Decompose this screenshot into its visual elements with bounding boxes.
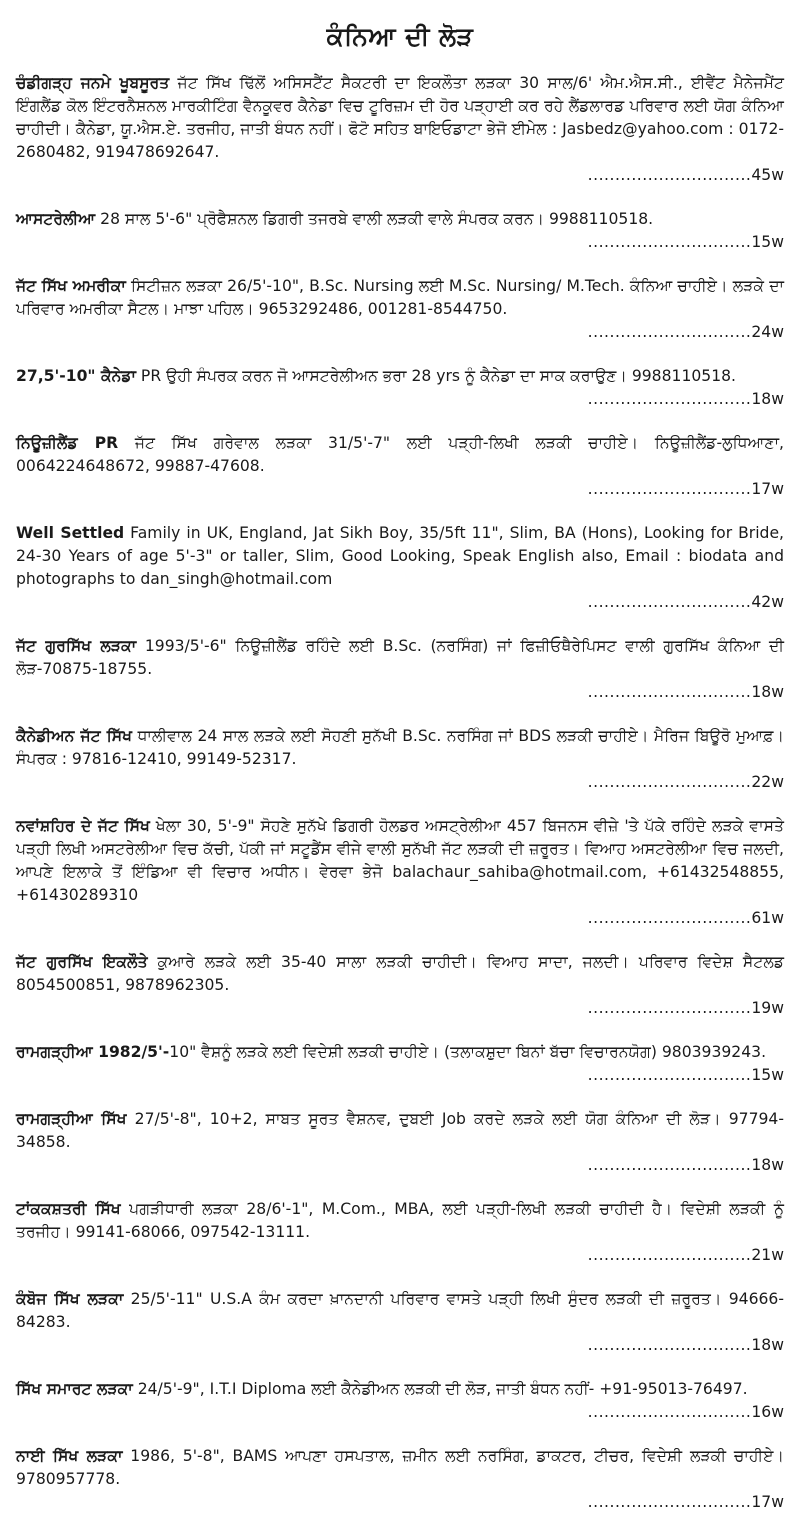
ad-text: ਜੱਟ ਸਿੱਖ ਢਿੱਲੋਂ ਅਸਿਸਟੈਂਟ ਸੈਕਟਰੀ ਦਾ ਇਕਲੌਤਾ ਲੜਕਾ 30 ਸਾਲ/6' ਐਮ.ਐਸ.ਸੀ., ਈਵੈਂਟ ਮੈਨੇਜਮੈਂਟ ਇੰਗਲੈਂਡ ਕੋਲ ਇੰਟਰਨੈਸ਼ਨਲ ਮਾਰਕੀਟਿੰਗ ਵੈਨਕੂਵਰ ਕੈਨੇਡਾ ਵਿਚ ਟੂਰਿਜ਼ਮ ਦੀ ਹੋਰ ਪੜ੍ਹਾਈ ਕਰ ਰਹੇ ਲੈਂਡਲਾਰਡ ਪਰਿਵਾਰ ਲਈ ਯੋਗ ਕੰਨਿਆ ਚਾਹੀਦੀ। ਕੈਨੇਡਾ, ਯੂ.ਐਸ.ਏ. ਤਰਜੀਹ, ਜਾਤੀ ਬੰਧਨ ਨਹੀਂ। ਫੋਟੋ ਸਹਿਤ ਬਾਇਓਡਾਟਾ ਭੇਜੋ ਈਮੇਲ : Jasbedz@yahoo.com : 0172-2680482, 919478692647. bbox=[16, 74, 784, 161]
ad-headline: ਕੈਨੇਡੀਅਨ ਜੱਟ ਸਿੱਖ bbox=[16, 727, 132, 745]
ad-text: ਜੱਟ ਸਿੱਖ ਗਰੇਵਾਲ ਲੜਕਾ 31/5'-7" ਲਈ ਪੜ੍ਹੀ-ਲਿਖੀ ਲੜਕੀ ਚਾਹੀਏ। ਨਿਊਜ਼ੀਲੈਂਡ-ਲੁਧਿਆਣਾ, 0064224648672, 99887-47608. bbox=[16, 434, 784, 475]
ad-code-line bbox=[16, 907, 784, 930]
classified-ad bbox=[16, 1378, 784, 1424]
ad-word-count: 18w bbox=[751, 683, 784, 701]
ad-separator bbox=[16, 1020, 784, 1041]
ad-text: ਖੇਲਾ 30, 5'-9" ਸੋਹਣੇ ਸੁਨੱਖੇ ਡਿਗਰੀ ਹੋਲਡਰ ਅਸਟ੍ਰੇਲੀਆ 457 ਬਿਜਨਸ ਵੀਜ਼ੇ 'ਤੇ ਪੱਕੇ ਰਹਿੰਦੇ ਲੜਕੇ ਵਾਸਤੇ ਪੜ੍ਹੀ ਲਿਖੀ ਅਸਟਰੇਲੀਆ ਵਿਚ ਕੱਚੀ, ਪੱਕੀ ਜਾਂ ਸਟੂਡੈਂਸ ਵੀਜੇ ਵਾਲੀ ਸੁਨੱਖੀ ਜੱਟ ਲੜਕੀ ਦੀ ਜ਼ਰੂਰਤ। ਵਿਆਹ ਅਸਟਰੇਲੀਆ ਵਿਚ ਜਲਦੀ, ਆਪਣੇ ਇਲਾਕੇ ਤੋਂ ਇੰਡਿਆ ਵੀ ਵਿਚਾਰ ਅਧੀਨ। ਵੇਰਵਾ ਭੇਜੋ balachaur_sahiba@hotmail.com, +61432548855, +61430289310 bbox=[16, 817, 784, 904]
classified-ad bbox=[16, 1445, 784, 1514]
leader-dots: .............................. bbox=[587, 593, 752, 611]
ad-code-line bbox=[16, 1154, 784, 1177]
ad-word-count: 17w bbox=[751, 1493, 784, 1511]
ad-word-count: 18w bbox=[751, 390, 784, 408]
ad-text: 1993/5'-6" ਨਿਊਜ਼ੀਲੈਂਡ ਰਹਿੰਦੇ ਲਈ B.Sc. (ਨਰਸਿੰਗ) ਜਾਂ ਫਿਜ਼ੀਓਥੈਰੇਪਿਸਟ ਵਾਲੀ ਗੁਰਸਿੱਖ ਕੰਨਿਆ ਦੀ ਲੋੜ-70875-18755. bbox=[16, 637, 784, 678]
ad-headline: ਜੱਟ ਗੁਰਸਿੱਖ ਲੜਕਾ bbox=[16, 637, 137, 655]
classified-ad bbox=[16, 72, 784, 187]
ad-separator bbox=[16, 1357, 784, 1378]
ad-headline: ਟਾਂਕਕਸ਼ਤਰੀ ਸਿੱਖ bbox=[16, 1200, 121, 1218]
ad-code-line bbox=[16, 1334, 784, 1357]
ad-word-count: 45w bbox=[751, 166, 784, 184]
ad-separator bbox=[16, 704, 784, 725]
ad-word-count: 17w bbox=[751, 480, 784, 498]
ad-text: 24/5'-9", I.T.I Diploma ਲਈ ਕੈਨੇਡੀਅਨ ਲੜਕੀ ਦੀ ਲੋੜ, ਜਾਤੀ ਬੰਧਨ ਨਹੀਂ- +91-95013-76497. bbox=[132, 1380, 748, 1398]
classified-ad bbox=[16, 432, 784, 501]
ad-word-count: 61w bbox=[751, 909, 784, 927]
ad-text: ਪਗੜੀਧਾਰੀ ਲੜਕਾ 28/6'-1", M.Com., MBA, ਲਈ ਪੜ੍ਹੀ-ਲਿਖੀ ਲੜਕੀ ਚਾਹੀਦੀ ਹੈ। ਵਿਦੇਸ਼ੀ ਲੜਕੀ ਨੂੰ ਤਰਜੀਹ। 99141-68066, 097542-13111. bbox=[16, 1200, 784, 1241]
ad-word-count: 18w bbox=[751, 1156, 784, 1174]
ad-code-line bbox=[16, 321, 784, 344]
classified-ad bbox=[16, 208, 784, 254]
ad-code-line bbox=[16, 388, 784, 411]
leader-dots: .............................. bbox=[587, 1066, 752, 1084]
ad-code-line bbox=[16, 231, 784, 254]
ad-word-count: 22w bbox=[751, 773, 784, 791]
ad-headline: ਜੱਟ ਸਿੱਖ ਅਮਰੀਕਾ bbox=[16, 277, 126, 295]
ad-code-line bbox=[16, 681, 784, 704]
ad-separator bbox=[16, 1267, 784, 1288]
ad-code-line bbox=[16, 164, 784, 187]
classified-ad bbox=[16, 725, 784, 794]
classified-ad bbox=[16, 635, 784, 704]
page-title: ਕੰਨਿਆ ਦੀ ਲੋੜ bbox=[326, 22, 474, 51]
leader-dots: .............................. bbox=[587, 909, 752, 927]
ad-text: 1986, 5'-8", BAMS ਆਪਣਾ ਹਸਪਤਾਲ, ਜ਼ਮੀਨ ਲਈ ਨਰਸਿੰਗ, ਡਾਕਟਰ, ਟੀਚਰ, ਵਿਦੇਸ਼ੀ ਲੜਕੀ ਚਾਹੀਏ। 9780957778. bbox=[16, 1447, 784, 1488]
ad-headline: ਚੰਡੀਗੜ੍ਹ ਜਨਮੇ ਖੂਬਸੂਰਤ bbox=[16, 74, 170, 92]
leader-dots: .............................. bbox=[587, 323, 752, 341]
ad-word-count: 16w bbox=[751, 1403, 784, 1421]
leader-dots: .............................. bbox=[587, 1336, 752, 1354]
ad-separator bbox=[16, 930, 784, 951]
classified-ad bbox=[16, 1041, 784, 1087]
ad-code-line bbox=[16, 1064, 784, 1087]
classified-ad bbox=[16, 1288, 784, 1357]
ad-separator bbox=[16, 411, 784, 432]
ad-code-line bbox=[16, 1244, 784, 1267]
classified-ad bbox=[16, 365, 784, 411]
classified-ad bbox=[16, 815, 784, 930]
ad-code-line bbox=[16, 478, 784, 501]
ad-code-line bbox=[16, 997, 784, 1020]
ad-word-count: 42w bbox=[751, 593, 784, 611]
leader-dots: .............................. bbox=[587, 683, 752, 701]
leader-dots: .............................. bbox=[587, 233, 752, 251]
ad-headline: ਰਾਮਗੜ੍ਹੀਆ ਸਿੱਖ bbox=[16, 1110, 127, 1128]
ad-separator bbox=[16, 1424, 784, 1445]
ad-text: 28 ਸਾਲ 5'-6" ਪ੍ਰੋਫੈਸ਼ਨਲ ਡਿਗਰੀ ਤਜਰਬੇ ਵਾਲੀ ਲੜਕੀ ਵਾਲੇ ਸੰਪਰਕ ਕਰਨ। 9988110518. bbox=[95, 210, 654, 228]
classified-ad bbox=[16, 1198, 784, 1267]
leader-dots: .............................. bbox=[587, 166, 752, 184]
ad-headline: 27,5'-10" ਕੈਨੇਡਾ bbox=[16, 367, 136, 385]
leader-dots: .............................. bbox=[587, 773, 752, 791]
classified-ad bbox=[16, 522, 784, 614]
ad-text: 27/5'-8", 10+2, ਸਾਬਤ ਸੂਰਤ ਵੈਸ਼ਨਵ, ਦੁਬਈ Job ਕਰਦੇ ਲੜਕੇ ਲਈ ਯੋਗ ਕੰਨਿਆ ਦੀ ਲੋੜ। 97794-34858. bbox=[16, 1110, 784, 1151]
ad-code-line bbox=[16, 771, 784, 794]
ads-list bbox=[16, 72, 784, 1514]
ad-headline: Well Settled bbox=[16, 524, 125, 542]
ad-text: ਧਾਲੀਵਾਲ 24 ਸਾਲ ਲੜਕੇ ਲਈ ਸੋਹਣੀ ਸੁਨੱਖੀ B.Sc. ਨਰਸਿੰਗ ਜਾਂ BDS ਲੜਕੀ ਚਾਹੀਏ। ਮੈਰਿਜ ਬਿਊਰੋ ਮੁਆਫ਼। ਸੰਪਰਕ : 97816-12410, 99149-52317. bbox=[16, 727, 784, 768]
ad-text: Family in UK, England, Jat Sikh Boy, 35/5ft 11", Slim, BA (Hons), Looking for Bride, 24-30 Years of age 5'-3" or taller, Slim, Good Looking, Speak English also, Email : biodata and photographs to dan_singh@hotmail.com bbox=[16, 524, 785, 588]
ad-separator bbox=[16, 254, 784, 275]
ad-code-line bbox=[16, 591, 784, 614]
ad-text: ਸਿਟੀਜ਼ਨ ਲੜਕਾ 26/5'-10", B.Sc. Nursing ਲਈ M.Sc. Nursing/ M.Tech. ਕੰਨਿਆ ਚਾਹੀਏ। ਲੜਕੇ ਦਾ ਪਰਿਵਾਰ ਅਮਰੀਕਾ ਸੈਟਲ। ਮਾਝਾ ਪਹਿਲ। 9653292486, 001281-8544750. bbox=[16, 277, 784, 318]
leader-dots: .............................. bbox=[587, 1403, 752, 1421]
ad-separator bbox=[16, 1177, 784, 1198]
leader-dots: .............................. bbox=[587, 999, 752, 1017]
ad-headline: ਸਿੱਖ ਸਮਾਰਟ ਲੜਕਾ bbox=[16, 1380, 133, 1398]
ad-word-count: 19w bbox=[751, 999, 784, 1017]
ad-text: ਕੁਆਰੇ ਲੜਕੇ ਲਈ 35-40 ਸਾਲਾ ਲੜਕੀ ਚਾਹੀਦੀ। ਵਿਆਹ ਸਾਦਾ, ਜਲਦੀ। ਪਰਿਵਾਰ ਵਿਦੇਸ਼ ਸੈਟਲਡ 8054500851, 9878962305. bbox=[16, 953, 784, 994]
ad-headline: ਜੱਟ ਗੁਰਸਿੱਖ ਇਕਲੌਤੇ bbox=[16, 953, 148, 971]
ad-separator bbox=[16, 614, 784, 635]
classified-ad bbox=[16, 951, 784, 1020]
leader-dots: .............................. bbox=[587, 1493, 752, 1511]
ad-separator bbox=[16, 344, 784, 365]
ad-headline: ਰਾਮਗੜ੍ਹੀਆ 1982/5'- bbox=[16, 1043, 170, 1061]
ad-separator bbox=[16, 794, 784, 815]
ad-headline: ਨਾਈ ਸਿੱਖ ਲੜਕਾ bbox=[16, 1447, 123, 1465]
ad-word-count: 24w bbox=[751, 323, 784, 341]
ad-separator bbox=[16, 1087, 784, 1108]
classified-ad bbox=[16, 1108, 784, 1177]
leader-dots: .............................. bbox=[587, 1156, 752, 1174]
ad-code-line bbox=[16, 1401, 784, 1424]
ad-text: 25/5'-11" U.S.A ਕੰਮ ਕਰਦਾ ਖ਼ਾਨਦਾਨੀ ਪਰਿਵਾਰ ਵਾਸਤੇ ਪੜ੍ਹੀ ਲਿਖੀ ਸੁੰਦਰ ਲੜਕੀ ਦੀ ਜ਼ਰੂਰਤ। 94666-84283. bbox=[16, 1290, 784, 1331]
ad-headline: ਨਿਊਜ਼ੀਲੈਂਡ PR bbox=[16, 434, 119, 452]
classified-ad bbox=[16, 275, 784, 344]
ad-separator bbox=[16, 501, 784, 522]
ad-word-count: 18w bbox=[751, 1336, 784, 1354]
ad-headline: ਆਸਟਰੇਲੀਆ bbox=[16, 210, 96, 228]
ad-word-count: 15w bbox=[751, 1066, 784, 1084]
leader-dots: .............................. bbox=[587, 390, 752, 408]
leader-dots: .............................. bbox=[587, 480, 752, 498]
ad-headline: ਨਵਾਂਸ਼ਹਿਰ ਦੇ ਜੱਟ ਸਿੱਖ bbox=[16, 817, 150, 835]
leader-dots: .............................. bbox=[587, 1246, 752, 1264]
ad-code-line bbox=[16, 1491, 784, 1514]
ad-text: PR ਉਹੀ ਸੰਪਰਕ ਕਰਨ ਜੋ ਆਸਟਰੇਲੀਅਨ ਭਰਾ 28 yrs ਨੂੰ ਕੈਨੇਡਾ ਦਾ ਸਾਕ ਕਰਾਉਣ। 9988110518. bbox=[135, 367, 737, 385]
ad-headline: ਕੰਬੋਜ ਸਿੱਖ ਲੜਕਾ bbox=[16, 1290, 124, 1308]
ad-word-count: 15w bbox=[751, 233, 784, 251]
ad-separator bbox=[16, 187, 784, 208]
ad-text: 10" ਵੈਸ਼ਨੂੰ ਲੜਕੇ ਲਈ ਵਿਦੇਸ਼ੀ ਲੜਕੀ ਚਾਹੀਏ। (ਤਲਾਕਸ਼ੁਦਾ ਬਿਨਾਂ ਬੱਚਾ ਵਿਚਾਰਨਯੋਗ) 9803939243. bbox=[169, 1043, 767, 1061]
ad-word-count: 21w bbox=[751, 1246, 784, 1264]
